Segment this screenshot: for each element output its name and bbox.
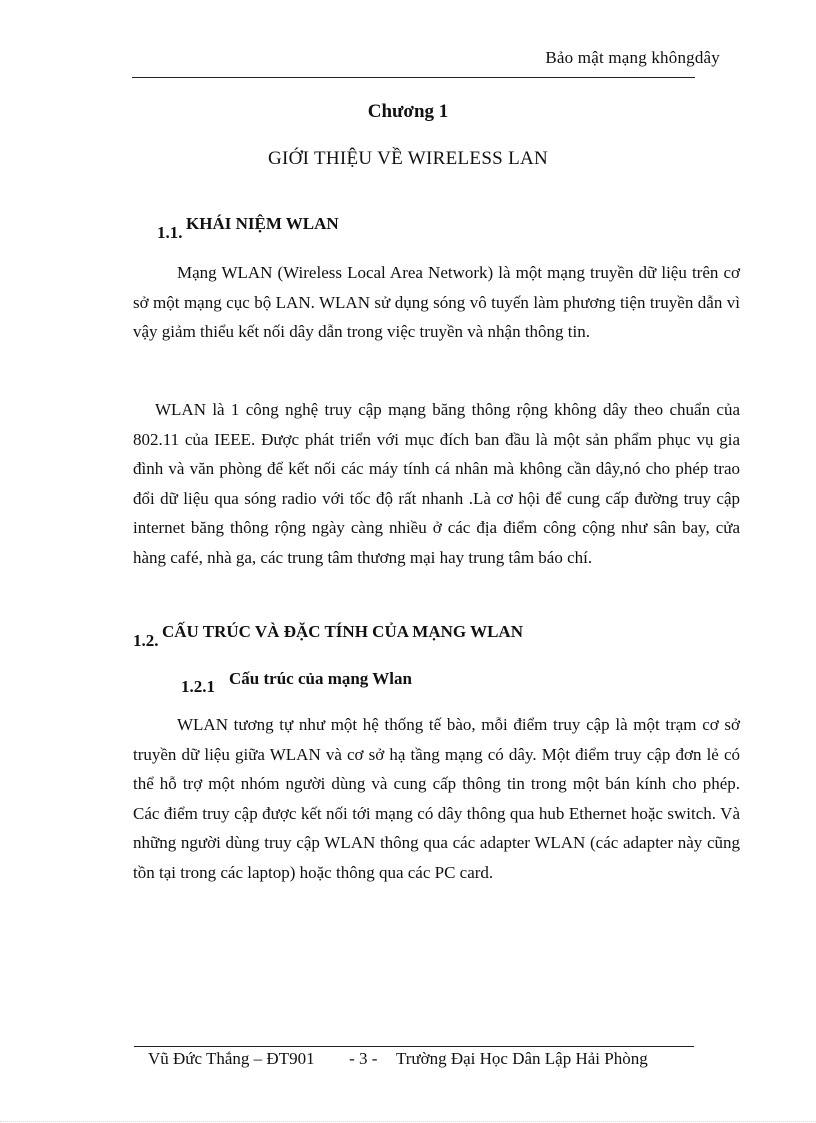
section-1-1-number: 1.1. [157, 223, 183, 242]
paragraph-wlan-technology: WLAN là 1 công nghệ truy cập mạng băng thông rộng không dây theo chuẩn của 802.11 của IEEE. Được phát triển với mục đích ban đầu là một sản phẩm phục vụ gia đình và văn phòng để kết nối các máy tính cá nhân mà không cần dây,nó cho phép trao đổi dữ liệu qua sóng radio với tốc độ rất nhanh .Là cơ hội để cung cấp đường truy cập internet băng thông rộng ngày càng nhiều ở các địa điểm công cộng như sân bay, cửa hàng café, nhà ga, các trung tâm thương mại hay trung tâm báo chí. [133, 400, 740, 567]
running-header: Bảo mật mạng khôngdây [545, 48, 720, 67]
section-1-1-title: KHÁI NIỆM WLAN [186, 214, 339, 233]
header-rule [132, 77, 695, 78]
chapter-title: GIỚI THIỆU VỀ WIRELESS LAN [267, 148, 549, 169]
footer-author: Vũ Đức Thắng – ĐT901 [148, 1049, 315, 1068]
section-1-2-title: CẤU TRÚC VÀ ĐẶC TÍNH CỦA MẠNG WLAN [162, 622, 523, 641]
footer-school: Trường Đại Học Dân Lập Hải Phòng [395, 1049, 648, 1068]
chapter-label: Chương 1 [367, 101, 449, 122]
section-1-2-1-title: Cấu trúc của mạng Wlan [229, 669, 412, 688]
page-edge-divider [0, 1121, 816, 1122]
paragraph-wlan-definition: Mạng WLAN (Wireless Local Area Network) là một mạng truyền dữ liệu trên cơ sở một mạng cục bộ LAN. WLAN sử dụng sóng vô tuyến làm phương tiện truyền dẫn vì vậy giảm thiểu kết nối dây dẫn trong việc truyền và nhận thông tin. [133, 263, 740, 341]
footer-rule [134, 1046, 694, 1047]
page-footer [148, 1049, 648, 1069]
section-1-2-1-number: 1.2.1 [181, 677, 215, 696]
page-number: - 3 - [349, 1049, 378, 1068]
section-1-2-number: 1.2. [133, 631, 159, 650]
paragraph-wlan-structure: WLAN tương tự như một hệ thống tế bào, mỗi điểm truy cập là một trạm cơ sở truyền dữ liệu giữa WLAN và cơ sở hạ tầng mạng có dây. Một điểm truy cập đơn lẻ có thể hỗ trợ một nhóm người dùng và cung cấp thông tin trong một bán kính cho phép. Các điểm truy cập được kết nối tới mạng có dây thông qua hub Ethernet hoặc switch. Và những người dùng truy cập WLAN thông qua các adapter WLAN (các adapter này cũng tồn tại trong các laptop) hoặc thông qua các PC card. [133, 715, 740, 882]
